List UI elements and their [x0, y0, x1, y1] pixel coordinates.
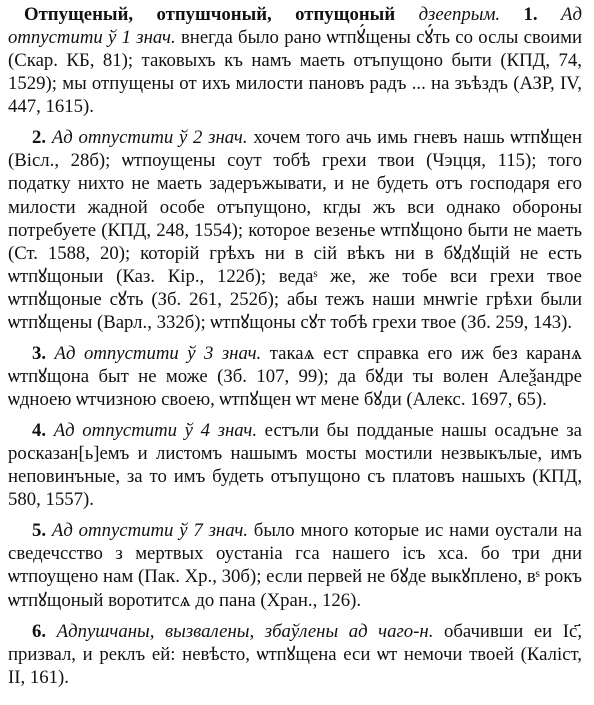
- sense-definition: Адпушчаны, вызвалены, збаўлены ад чаго-н.: [56, 620, 434, 642]
- sense-citations: обачивши еи Іс҃, призвал, и реклъ ей: невѣсто, ѡтпꙋщена еси ѡт немочи твоей (Каліст, II, 161).: [8, 620, 583, 688]
- sense-number: 3.: [32, 342, 47, 364]
- sense-1: [8, 3, 582, 118]
- sense-definition: Ад отпустити ў 4 знач.: [53, 420, 258, 442]
- part-of-speech: дзеeпрым.: [418, 4, 501, 25]
- headword: Отпущеный, отпушчоный, отпущоный: [24, 4, 396, 25]
- sense-definition: Ад отпустити ў 7 знач.: [51, 520, 248, 542]
- sense-number: 4.: [32, 420, 47, 442]
- sense-citations: внегда было рано ѡтпꙋ́щены сꙋ́ть со ослы своими (Скар. КБ, 81); таковыхъ къ намъ маеть отъпущоно быти (КПД, 74, 1529); мы отпущены от ихъ милости пановъ радъ ... на зъѣздъ (АЗР, IV, 447, 1615).: [8, 27, 583, 118]
- sense-citations: было много которые ис нами оустали на сведечсство з мертвых оустаніа гса нашего ісъ хса. бо три дни ѡтпоущено нам (Пак. Хр., 30б); если первей не бꙋде выкꙋплено, вˢ рокъ ѡтпꙋщоный воротитсѧ до пана (Хран., 126).: [8, 520, 583, 611]
- sense-definition: Ад отпустити ў 2 знач.: [51, 127, 248, 149]
- sense-4: [8, 419, 582, 511]
- sense-citations: естъли бы подданые нашы осадъне за росказан[ь]емъ и листомъ нашымъ мосты мостили незвыкълые, имъ неповинъные, за то имъ будеть отъпущоно съ платовъ нашыхъ (КПД, 580, 1557).: [8, 420, 583, 511]
- sense-number: 2.: [32, 127, 47, 149]
- sense-2: [8, 126, 582, 334]
- sense-number: 6.: [32, 620, 47, 642]
- sense-definition: Ад отпустити ў 3 знач.: [54, 342, 262, 364]
- sense-6: [8, 620, 582, 689]
- sense-number: 1.: [523, 4, 538, 25]
- sense-5: [8, 519, 582, 611]
- sense-citations: хочем того ачь имь гневъ нашь ѡтпꙋщен (Вісл., 28б); ѡтпоущены соут тобѣ грехи твои (Чэцця, 115); того податку нихто не маеть задеръжывати, и не будеть отъ господаря его милости жадной особе отъпущоно, кгды жъ вси однако обороны потребуете (КПД, 248, 1554); которое везенье ѡтпꙋщоно быти не маеть (Ст. 1588, 20); которій грѣхъ ни в сій вѣкъ ни в бꙋдꙋщій не есть ѡтпꙋщоныи (Каз. Кір., 122б); ведаˢ же, же тобе вси грехи твое ѡтпꙋщоные сꙋть (Зб. 261, 252б); абы тежъ наши мнѡгіе грѣхи были ѡтпꙋщены (Варл., 332б); ѡтпꙋщоны сꙋт тобѣ грехи твое (Зб. 259, 143).: [8, 127, 583, 333]
- dictionary-entry: [8, 3, 582, 697]
- sense-definition: Ад отпустити ў 1 знач.: [8, 4, 582, 49]
- sense-citations: такаѧ ест справка его иж без каранѧ ѡтпꙋщона быт не може (Зб. 107, 99); да бꙋди ты волен Алеѯандре ѡдноею ѡтчизною своею, ѡтпꙋщен ѡт мене бꙋди (Алекс. 1697, 65).: [8, 342, 583, 410]
- sense-number: 5.: [32, 520, 47, 542]
- sense-3: [8, 342, 582, 411]
